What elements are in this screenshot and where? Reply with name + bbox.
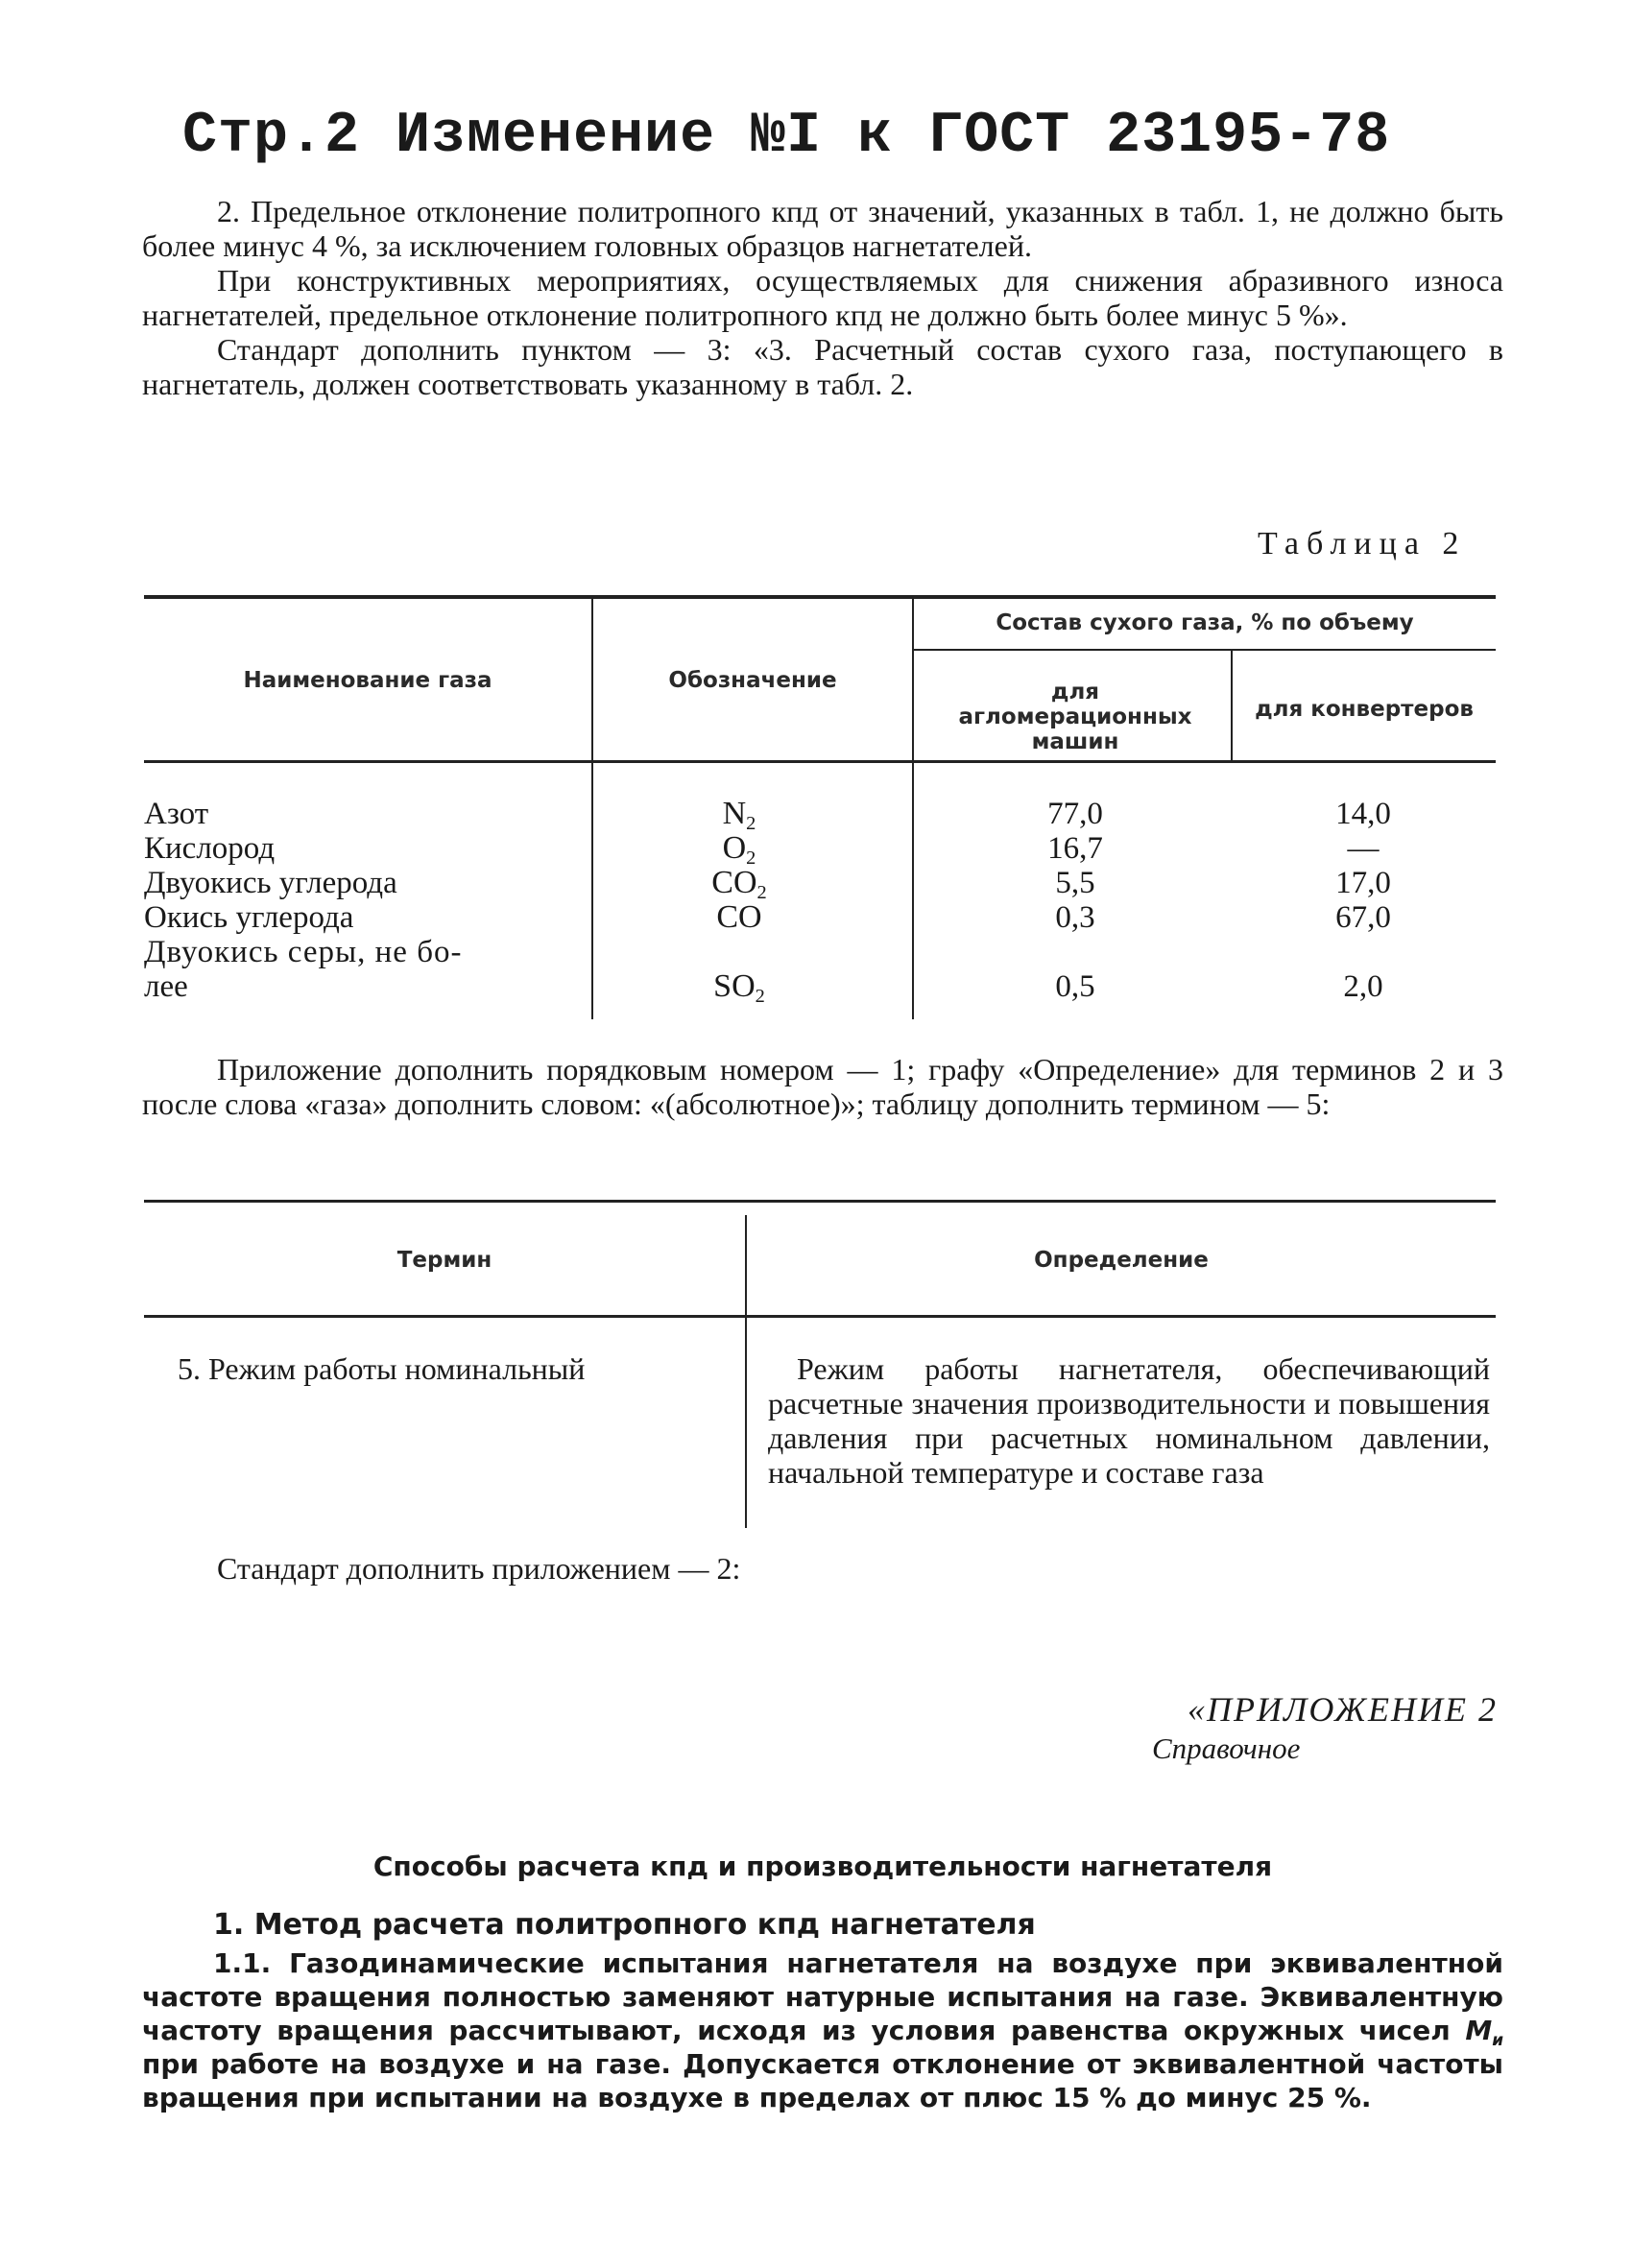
intro-paragraph-3: Стандарт дополнить пунктом — 3: «3. Расчетный состав сухого газа, поступающего в нагнетатель, должен соответствовать указанному в табл. 2. (142, 332, 1503, 401)
row-4-symbol: CO (716, 899, 762, 935)
middle-text (142, 1052, 1503, 1121)
row-5-name-line-1: Двуокись серы, не бо- (144, 935, 463, 969)
row-5-value-2: 2,0 (1343, 969, 1383, 1004)
table-2-vline-2 (912, 597, 914, 1019)
row-4-name: Окись углерода (144, 900, 354, 935)
row-1-symbol: $N_2$ (722, 796, 756, 834)
header-sinter-machines: для агломерационных машин (958, 680, 1192, 754)
method-paragraph: 1.1. Газодинамические испытания нагнетателя на воздухе при эквивалентной частоте вращения полностью заменяют натурные испытания на газе. Эквивалентную частоту вращения рассчитывают, исходя из условия равенства окружных чисел $M_и$ при работе на воздухе и на газе. Допускается отклонение от эквивалентной частоты вращения при испытании на воздухе в пределах от плюс 15 % до минус 25 %. (142, 1947, 1503, 2113)
mach-symbol: $M_и$ (1465, 2015, 1503, 2049)
annex-subtitle: Справочное (1152, 1731, 1301, 1765)
header-gas-name: Наименование газа (243, 668, 492, 693)
middle-paragraph: Приложение дополнить порядковым номером — 1; графу «Определение» для терминов 2 и 3 после слова «газа» дополнить словом: «(абсолютное)»; таблицу дополнить термином — 5: (142, 1052, 1503, 1121)
row-5-symbol: $SO_2$ (713, 968, 765, 1007)
row-2-value-2: — (1347, 831, 1380, 866)
supplement-text (142, 1551, 1503, 1586)
intro-paragraph-2: При конструктивных мероприятиях, осуществляемых для снижения абразивного износа нагнетателей, предельное отклонение политропного кпд не должно быть более минус 5 %». (142, 263, 1503, 332)
row-3-value-2: 17,0 (1335, 866, 1391, 900)
section-heading: Способы расчета кпд и производительности нагнетателя (372, 1850, 1273, 1882)
method-subheading: 1. Метод расчета политропного кпд нагнетателя (213, 1908, 1036, 1942)
header-definition: Определение (1034, 1248, 1209, 1273)
row-3-symbol: $CO_2$ (711, 865, 767, 903)
annex-title: «ПРИЛОЖЕНИЕ 2 (1188, 1690, 1498, 1729)
row-2-value-1: 16,7 (1047, 831, 1103, 866)
row-4-value-2: 67,0 (1335, 900, 1391, 935)
clause-number: 1.1. (213, 1947, 272, 1979)
page-header-title: Стр.2 Изменение №I к ГОСТ 23195-78 (182, 104, 1391, 169)
row-2-symbol: $O_2$ (722, 830, 756, 869)
row-3-value-1: 5,5 (1055, 866, 1095, 900)
header-term: Термин (396, 1248, 492, 1273)
table-2-caption: Таблица 2 (1258, 526, 1467, 561)
table-2-group-rule (912, 649, 1496, 651)
table-terms-top-rule (144, 1200, 1496, 1203)
definition-5: Режим работы нагнетателя, обеспечивающий расчетные значения производительности и повышения давления при расчетных номинальном давлении, начальной температуре и составе газа (768, 1351, 1490, 1490)
row-1-name: Азот (144, 797, 209, 831)
supplement-paragraph: Стандарт дополнить приложением — 2: (217, 1551, 741, 1586)
row-2-name: Кислород (144, 831, 276, 866)
table-terms-header-rule (144, 1315, 1496, 1318)
table-2-top-rule (144, 595, 1496, 599)
table-2-vline-1 (591, 597, 593, 1019)
row-4-value-1: 0,3 (1055, 900, 1095, 935)
method-text (142, 1946, 1503, 2114)
header-symbol: Обозначение (668, 668, 837, 693)
header-dry-gas-composition: Состав сухого газа, % по объему (996, 610, 1414, 635)
header-converters: для конвертеров (1255, 697, 1474, 722)
intro-text (142, 194, 1503, 401)
term-5: 5. Режим работы номинальный (178, 1351, 586, 1386)
row-3-name: Двуокись углерода (144, 866, 397, 900)
row-1-value-1: 77,0 (1047, 797, 1103, 831)
table-2-header-rule (144, 760, 1496, 763)
intro-paragraph-1: 2. Предельное отклонение политропного кпд от значений, указанных в табл. 1, не должно быть более минус 4 %, за исключением головных образцов нагнетателей. (142, 194, 1503, 263)
row-1-value-2: 14,0 (1335, 797, 1391, 831)
row-5-value-1: 0,5 (1055, 969, 1095, 1004)
row-5-name-line-2: лее (144, 969, 188, 1004)
